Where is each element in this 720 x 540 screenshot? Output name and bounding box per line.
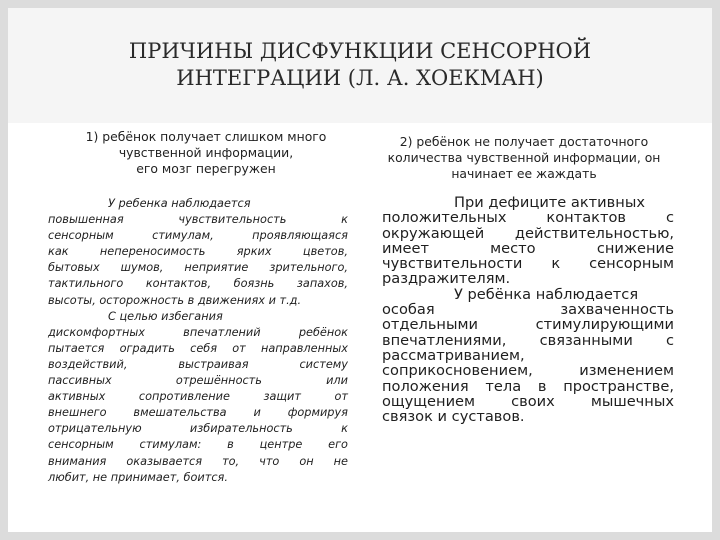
body-line <box>48 357 348 373</box>
right-column-heading <box>374 134 674 182</box>
body-line <box>48 405 348 421</box>
word: сопротивление <box>138 390 230 404</box>
word: впечатлений <box>183 325 261 339</box>
word: проявляющаяся <box>252 229 348 243</box>
word: неприятие <box>184 261 249 275</box>
word: оградить <box>119 341 175 355</box>
left-heading-line: 1) ребёнок получает слишком много <box>85 129 327 144</box>
body-line <box>48 276 348 292</box>
word: тактильного <box>48 277 124 291</box>
word: с <box>665 209 674 227</box>
word: не <box>333 454 348 468</box>
body-line: У ребёнка наблюдается <box>454 285 639 303</box>
body-line: С целью избегания <box>108 309 223 323</box>
slide-title <box>68 38 652 92</box>
word: положения <box>382 377 469 395</box>
word: к <box>341 213 348 227</box>
word: сенсорным <box>48 229 114 243</box>
title-line-1: ПРИЧИНЫ ДИСФУНКЦИИ СЕНСОРНОЙ <box>128 39 592 63</box>
left-column-heading <box>56 129 356 177</box>
word: своих <box>511 392 555 410</box>
word: дискомфортных <box>48 325 145 339</box>
word: в <box>537 377 547 395</box>
word: бытовых <box>48 261 100 275</box>
word: снижение <box>596 239 674 257</box>
word: сенсорным <box>589 255 674 273</box>
word: стимулам: <box>139 438 202 452</box>
word: центре <box>259 438 303 452</box>
word: мышечных <box>590 392 674 410</box>
word: вмешательства <box>133 406 227 420</box>
body-line <box>382 317 674 332</box>
word: непереносимость <box>99 245 206 259</box>
word: выстраивая <box>178 357 249 371</box>
word: зрительного, <box>269 261 348 275</box>
word: пытается <box>48 341 105 355</box>
word: внешнего <box>48 406 107 420</box>
word: избирательность <box>189 422 293 436</box>
word: себя <box>190 341 218 355</box>
body-line <box>48 454 348 470</box>
word: сенсорным <box>48 438 114 452</box>
body-line <box>382 241 674 256</box>
word: чувствительности <box>382 255 523 273</box>
word: в <box>227 438 234 452</box>
body-line <box>48 244 348 260</box>
body-line <box>382 226 674 241</box>
word: тела <box>485 377 522 395</box>
word: активных <box>48 390 106 404</box>
word: направленных <box>260 341 348 355</box>
word: ощущением <box>382 392 476 410</box>
body-line: связок и суставов. <box>382 408 525 426</box>
word: с <box>665 331 674 349</box>
word: оказывается <box>126 454 203 468</box>
word: ярких <box>236 245 272 259</box>
slide <box>8 8 712 532</box>
body-line <box>48 260 348 276</box>
word: от <box>232 341 246 355</box>
left-heading-line: чувственной информации, <box>118 145 294 160</box>
body-line <box>48 389 348 405</box>
word: и <box>253 406 261 420</box>
body-line: У ребенка наблюдается <box>108 197 251 210</box>
body-line <box>48 437 348 453</box>
word: пространстве, <box>563 377 674 395</box>
word: повышенная <box>48 213 124 227</box>
word: отрицательную <box>48 422 142 436</box>
word: защит <box>263 390 301 404</box>
word: положительных <box>382 209 507 227</box>
word: систему <box>299 357 348 371</box>
word: контактов, <box>145 277 212 291</box>
word: чувствительность <box>178 213 287 227</box>
word: изменением <box>579 362 674 380</box>
right-column-body <box>382 195 674 424</box>
body-line <box>382 394 674 409</box>
word: место <box>490 239 536 257</box>
body-line: раздражителям. <box>382 270 511 288</box>
body-line <box>382 256 674 271</box>
right-heading-line: 2) ребёнок не получает достаточного <box>399 134 649 149</box>
word: связанными <box>539 331 633 349</box>
word: контактов <box>546 209 626 227</box>
left-heading-line: его мозг перегружен <box>136 161 276 176</box>
word: стимулирующими <box>535 316 674 334</box>
body-line <box>48 212 348 228</box>
body-line <box>382 333 674 348</box>
word: окружающей <box>382 224 485 242</box>
word: особая <box>382 301 435 319</box>
word: цветов, <box>302 245 348 259</box>
word: запахов, <box>296 277 348 291</box>
body-line <box>48 341 348 357</box>
word: пассивных <box>48 374 112 388</box>
word: к <box>341 422 348 436</box>
body-line: При дефиците активных <box>454 194 645 211</box>
word: стимулам, <box>152 229 214 243</box>
word: имеет <box>382 239 429 257</box>
body-line <box>48 421 348 437</box>
word: к <box>551 255 561 273</box>
word: от <box>334 390 348 404</box>
body-line <box>382 363 674 378</box>
word: формируя <box>287 406 348 420</box>
word: соприкосновением, <box>382 362 533 380</box>
word: воздействий, <box>48 357 128 371</box>
body-line <box>382 379 674 394</box>
word: ребёнок <box>298 325 348 339</box>
word: боязнь <box>233 277 275 291</box>
word: он <box>299 454 314 468</box>
right-heading-line: начинает ее жаждать <box>451 166 597 181</box>
body-line <box>382 302 674 317</box>
body-line: высоты, осторожность в движениях и т.д. <box>48 293 302 307</box>
body-line <box>48 325 348 341</box>
word: отрешённость <box>175 374 262 388</box>
word: шумов, <box>120 261 164 275</box>
right-heading-line: количества чувственной информации, он <box>387 150 661 165</box>
body-line <box>48 228 348 244</box>
left-column-body <box>48 196 348 486</box>
word: действительностью, <box>514 224 674 242</box>
word: то, <box>222 454 240 468</box>
word: впечатлениями, <box>382 331 507 349</box>
body-line: любит, не принимает, боится. <box>48 470 228 484</box>
word: захваченность <box>560 301 674 319</box>
body-line <box>382 210 674 225</box>
word: как <box>48 245 69 259</box>
body-line: рассматриванием, <box>382 346 525 364</box>
title-line-2: ИНТЕГРАЦИИ (Л. А. ХОЕКМАН) <box>176 66 544 90</box>
word: его <box>328 438 348 452</box>
word: или <box>326 374 348 388</box>
word: внимания <box>48 454 107 468</box>
word: что <box>259 454 280 468</box>
body-line <box>48 373 348 389</box>
word: отдельными <box>382 316 478 334</box>
